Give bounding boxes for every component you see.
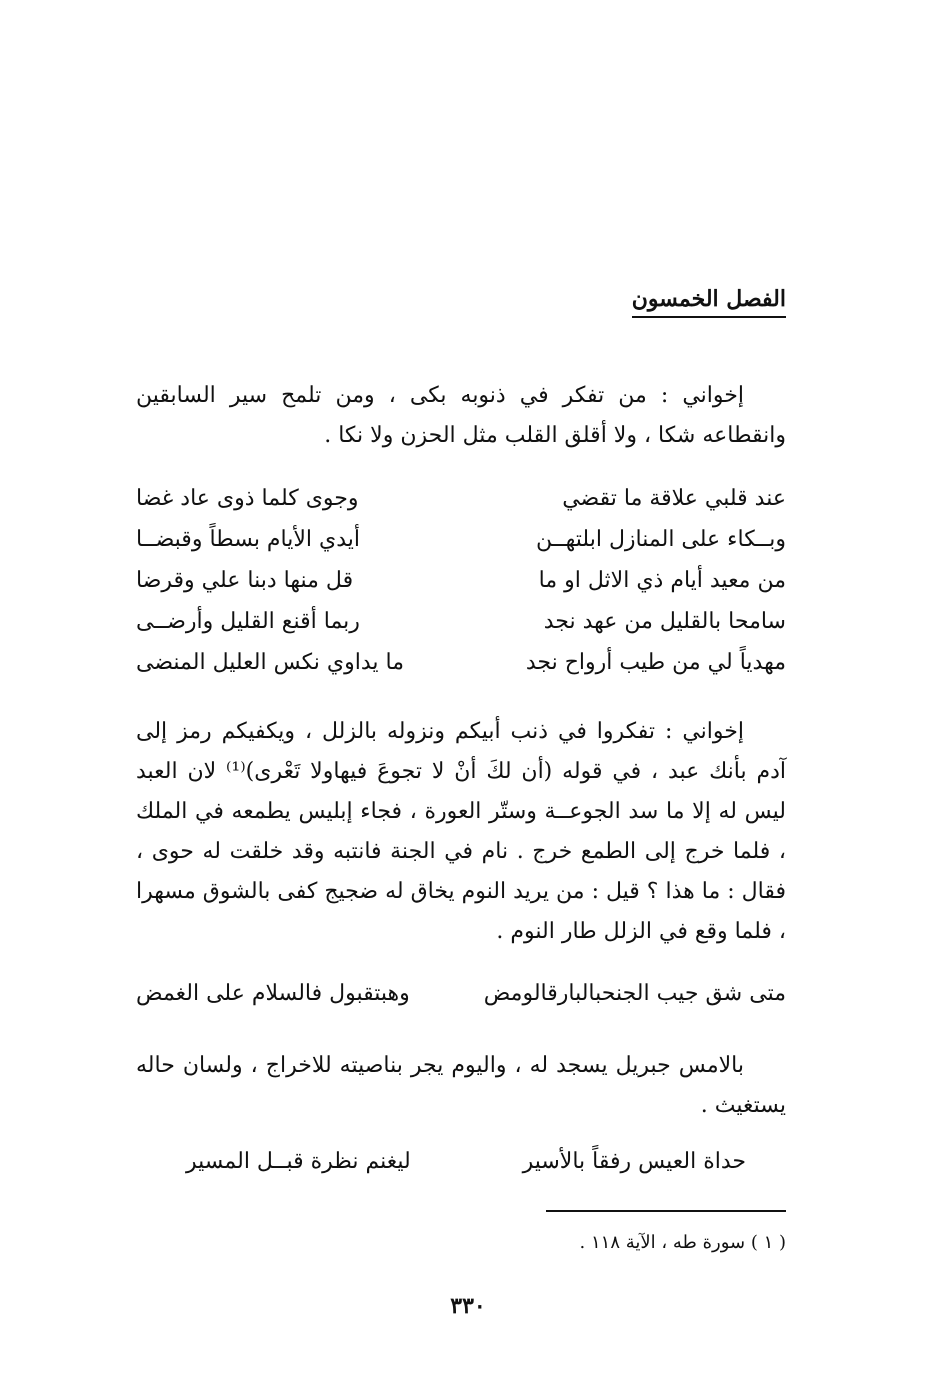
paragraph-1-text: إخواني : من تفكر في ذنوبه بكى ، ومن تلمح سير السابقين وانقطاعه شكا ، ولا أقلق القلب مثل الحزن ولا نكا . bbox=[136, 383, 786, 448]
poem bbox=[136, 478, 786, 683]
poem-verse bbox=[136, 642, 786, 683]
verse-second-hemistich: أيدي الأيام بسطاً وقبضــا bbox=[136, 527, 361, 552]
footnote: ( ١ ) سورة طه ، الآية ١١٨ . bbox=[579, 1232, 786, 1253]
verse-second-hemistich: وهبتقبول فالسلام على الغمض bbox=[136, 981, 410, 1006]
chapter-title: الفصل الخمسون bbox=[632, 286, 786, 318]
poem-verse bbox=[136, 560, 786, 601]
verse-2 bbox=[136, 974, 786, 1014]
verse-3 bbox=[186, 1142, 746, 1182]
verse-first-hemistich: عند قلبي علاقة ما تقضي bbox=[562, 486, 786, 511]
verse-second-hemistich: قل منها دبنا علي وقرضا bbox=[136, 568, 354, 593]
poem-verse bbox=[136, 519, 786, 560]
footnote-divider bbox=[546, 1210, 786, 1212]
verse-first-hemistich: وبــكاء على المنازل ابلتهــن bbox=[536, 527, 786, 552]
verse-second-hemistich: ربما أقنع القليل وأرضــى bbox=[136, 609, 360, 634]
page-number: ٣٣٠ bbox=[450, 1293, 486, 1319]
verse-second-hemistich: وجوى كلما ذوى عاد غضا bbox=[136, 486, 359, 511]
verse-first-hemistich: من معيد أيام ذي الاثل او ما bbox=[538, 568, 786, 593]
paragraph-2-text: إخواني : تفكروا في ذنب أبيكم ونزوله بالزلل ، ويكفيكم رمز إلى آدم بأنك عبد ، في قوله (أن لكَ أنْ لا تجوعَ فيهاولا تَعْرى)⁽¹⁾ لان العبد ليس له إلا ما سد الجوعــة وستّر العورة ، فجاء إبليس يطمعه في الملك ، فلما خرج إلى الطمع خرج . نام في الجنة فانتبه وقد خلقت له حوى ، فقال : ما هذا ؟ قيل : من يريد النوم يخاق له ضجيج كفى بالشوق مسهرا ، فلما وقع في الزلل طار النوم . bbox=[136, 719, 786, 944]
verse-second-hemistich: ليغنم نظرة قبــل المسير bbox=[186, 1149, 411, 1174]
poem-verse bbox=[136, 601, 786, 642]
paragraph-2 bbox=[136, 712, 786, 952]
verse-first-hemistich: مهدياً لي من طيب أرواح نجد bbox=[525, 650, 786, 675]
verse-first-hemistich: سامحا بالقليل من عهد نجد bbox=[543, 609, 786, 634]
paragraph-3-text: بالامس جبريل يسجد له ، واليوم يجر بناصيته للاخراج ، ولسان حاله يستغيث . bbox=[136, 1053, 786, 1118]
poem-verse bbox=[136, 478, 786, 519]
verse-first-hemistich: حداة العيس رفقاً بالأسير bbox=[522, 1149, 746, 1174]
paragraph-3 bbox=[136, 1046, 786, 1126]
paragraph-1 bbox=[136, 376, 786, 456]
verse-second-hemistich: ما يداوي نكس العليل المنضى bbox=[136, 650, 405, 675]
verse-first-hemistich: متى شق جيب الجنحبالبارقالومض bbox=[483, 981, 786, 1006]
